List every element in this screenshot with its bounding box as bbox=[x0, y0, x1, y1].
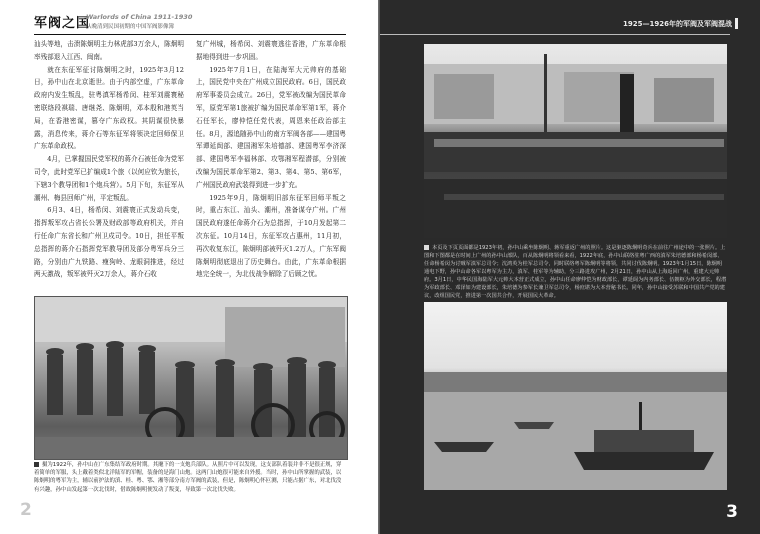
text-column-1 bbox=[34, 38, 184, 294]
left-header bbox=[34, 12, 346, 34]
book-title: 军阀之国 bbox=[34, 16, 91, 31]
header-marker bbox=[735, 18, 738, 29]
caption-bullet-icon bbox=[424, 245, 429, 250]
artillery-soldiers-photo bbox=[34, 296, 348, 460]
section-header: 1925—1926年的军阀及军阀混战 bbox=[623, 20, 732, 28]
caption-bullet-icon bbox=[34, 462, 39, 467]
book-title-english: Warlords of China 1911-1930 bbox=[86, 13, 193, 21]
harbor-crowd-photo bbox=[424, 44, 727, 238]
paragraph: 1925年7月1日，在陆海军大元帅府的基础上，国民党中央在广州成立国民政府。6日，国民政府军事委员会成立。26日，党军被改编为国民革命军，原党军第1旅被扩编为国民革命军第1军，蒋介石任军长，廖仲恺任党代表，周恩来任政治部主任。8月，源追随孙中山的南方军阀各部——建国粤军谭延闿部、建国湘军朱培德部、建国粤军李济深部、建国粤军李福林部、攻鄂湘军程潜部，分别被改编为国民革命军第2、第3、第4、第5、第6军，广州国民政府武装得到进一步扩充。 bbox=[196, 65, 346, 189]
harbor-illustration bbox=[424, 44, 727, 238]
text-column-2 bbox=[196, 38, 346, 294]
paragraph: 6月3、4日，杨希闵、刘震寰正式发动兵变，指挥叛军攻占省长公署及财政部等政府机关，并自行任命广东省长和广州卫戍司令。10日，担任平叛总指挥的蒋介石指挥党军教导团及部分粤军兵分三路，分别由广九铁路、瘦狗岭、龙眼洞推进，经过两天激战，叛军被歼灭2万余人，蒋介石收 bbox=[34, 206, 184, 279]
photo-caption-right bbox=[424, 244, 727, 300]
page-number-left: 2 bbox=[20, 500, 32, 520]
header-rule bbox=[34, 34, 346, 35]
paragraph: 4月，已掌握国民党军权的蒋介石被任命为党军司令，此时党军已扩编成1个旅（以何应钦为旅长，下辖3个教导团和1个炮兵营）。5月下旬，东征军从潮州、梅县回师广州，平定叛乱。 bbox=[34, 155, 184, 202]
header-rule-right bbox=[380, 34, 730, 35]
paragraph: 1925年9月，陈炯明旧部东征军回师平叛之时，重占东江、汕头、潮州，准备谋夺广州。广州国民政府遂任命蒋介石为总指挥，于10月发起第二次东征。10月14日，东征军攻占惠州，11月初，再次收复东江，陈炯明部被歼灭1.2万人，广东军阀陈炯明彻底退出了历史舞台。由此，广东革命根据地完全统一，为北伐战争解除了后顾之忧。 bbox=[196, 193, 346, 279]
paragraph: 汕头等地，击溃陈炯明主力林虎部3万余人，陈炯明率残部退入江西、闽南。 bbox=[34, 40, 184, 61]
paragraph: 就在东征军征讨陈炯明之时，1925年3月12日，孙中山在北京逝世。由于内部空虚，广东革命政府内发生叛乱，驻粤滇军杨希闵、桂军刘震寰秘密联络段祺瑞、唐继尧、陈炯明，邓本殷和港英当局，在香港密谋，篡夺广东政权。其阴谋很快暴露，消息传来，蒋介石等东征军将领决定回师保卫广东革命政权。 bbox=[34, 65, 184, 151]
paragraph: 复广州城，杨希闵、刘震寰逃往香港，广东革命根据地得到进一步巩固。 bbox=[196, 40, 346, 61]
river-boats-photo bbox=[424, 302, 727, 490]
artillery-soldiers-illustration bbox=[35, 297, 347, 459]
page-number-right: 3 bbox=[726, 502, 738, 522]
caption-text: 本页及下页页面都是1923年初，孙中山乘坐陈炯明、蒋军重返广州的照片。这是驱逐陈炯明奇兵在前往广州途中的一张照片。上图和下图都是在时间上广州的孙中山部队，百从陈炯明将领看来看，1922年底，孙中山联络驻粤广西的滇军朱培德部和杨希闵部、任命杨希闵为讨贼军滇军总司令；沈鸿英为桂军总司令，同时联络粤军陈炯明等将领，共同讨伐陈炯明。1923年1月15日，陈炯明通电下野，孙中山命各军以粤军为主力，滇军、桂军等为辅助，分三路进攻广州，2月21日，孙中山从上海返回广州，重建大元帅府。3月1日，中华民国海陆军大元帅大本营正式成立，孙中山任命廖仲恺为财政部长，谭延闿为内务部长、伍朝枢为外交部长，程潜为军政部长、邓泽如为建设部长，朱培德为参军长兼卫军总司令，杨庶堪为大本营秘书长。同年，孙中山接受苏联和中国共产党的建议，改组国民党，推进第一次国共合作，开展国民大革命。 bbox=[424, 245, 727, 299]
book-subtitle: 从晚清到民国初期的中国军阀影像簿 bbox=[86, 24, 175, 30]
right-page bbox=[380, 0, 760, 534]
photo-caption-left bbox=[34, 461, 346, 494]
river-illustration bbox=[424, 302, 727, 490]
caption-text: 摄为1922年，孙中山在广东集结军政府时期。其麾下的一支炮兵部队。从照片中可以发现，这支部队着装并非不是很正规，穿着简单的军服，头上戴着类似北洋陆军的军帽，装备的是海门山炮。这两门山炮很可能来自外援。当时，孙中山所掌握的武装，以陈炯明的粤军为主，辅以前护法的滇、桂、粤、鄂、湘等部分南方军阀的武装，但是，陈炯明心怀叵测，只能占据广东，对北伐没有兴趣，孙中山发起第一次北伐时，借故陈炯明便发动了叛变，导致第一次北伐失败。 bbox=[34, 462, 342, 493]
